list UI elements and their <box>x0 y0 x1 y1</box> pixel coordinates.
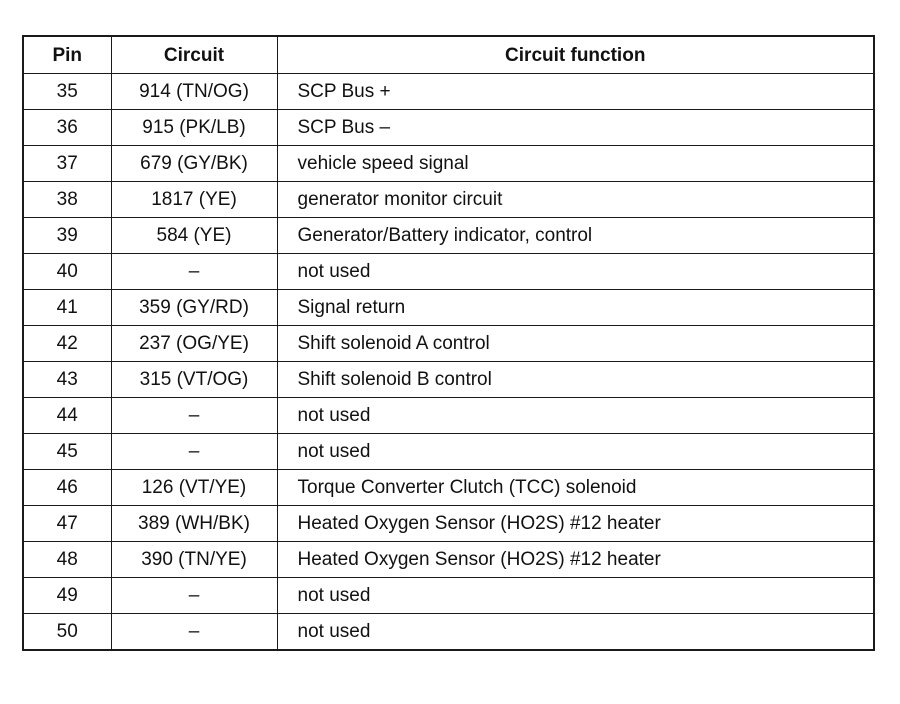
table-header <box>23 36 874 74</box>
pin-cell: 41 <box>23 290 111 326</box>
function-cell: SCP Bus + <box>277 74 874 110</box>
circuit-cell: 915 (PK/LB) <box>111 110 277 146</box>
function-cell: Heated Oxygen Sensor (HO2S) #12 heater <box>277 542 874 578</box>
table-row <box>23 434 874 470</box>
function-cell: not used <box>277 434 874 470</box>
function-cell: not used <box>277 578 874 614</box>
function-cell: vehicle speed signal <box>277 146 874 182</box>
header-pin: Pin <box>23 36 111 74</box>
pin-cell: 47 <box>23 506 111 542</box>
table-row <box>23 542 874 578</box>
circuit-cell: 679 (GY/BK) <box>111 146 277 182</box>
function-cell: Shift solenoid A control <box>277 326 874 362</box>
table-row <box>23 398 874 434</box>
table-row <box>23 290 874 326</box>
table-row <box>23 74 874 110</box>
pin-cell: 42 <box>23 326 111 362</box>
circuit-cell: 359 (GY/RD) <box>111 290 277 326</box>
table-row <box>23 146 874 182</box>
circuit-cell: 1817 (YE) <box>111 182 277 218</box>
function-cell: Shift solenoid B control <box>277 362 874 398</box>
table-row <box>23 578 874 614</box>
pin-cell: 49 <box>23 578 111 614</box>
pin-cell: 45 <box>23 434 111 470</box>
pin-cell: 35 <box>23 74 111 110</box>
table-row <box>23 362 874 398</box>
function-cell: Generator/Battery indicator, control <box>277 218 874 254</box>
table-row <box>23 614 874 651</box>
pin-cell: 43 <box>23 362 111 398</box>
pin-cell: 48 <box>23 542 111 578</box>
circuit-cell: 315 (VT/OG) <box>111 362 277 398</box>
table-row <box>23 470 874 506</box>
function-cell: Heated Oxygen Sensor (HO2S) #12 heater <box>277 506 874 542</box>
function-cell: not used <box>277 254 874 290</box>
pin-cell: 39 <box>23 218 111 254</box>
pin-cell: 40 <box>23 254 111 290</box>
pin-cell: 46 <box>23 470 111 506</box>
circuit-cell: – <box>111 434 277 470</box>
pin-cell: 50 <box>23 614 111 651</box>
table-body <box>23 74 874 651</box>
circuit-cell: 914 (TN/OG) <box>111 74 277 110</box>
circuit-cell: 389 (WH/BK) <box>111 506 277 542</box>
circuit-cell: – <box>111 398 277 434</box>
circuit-cell: – <box>111 614 277 651</box>
function-cell: SCP Bus – <box>277 110 874 146</box>
circuit-cell: 584 (YE) <box>111 218 277 254</box>
pin-cell: 37 <box>23 146 111 182</box>
pin-table <box>22 35 875 651</box>
table-row <box>23 110 874 146</box>
function-cell: generator monitor circuit <box>277 182 874 218</box>
pin-cell: 36 <box>23 110 111 146</box>
header-function: Circuit function <box>277 36 874 74</box>
circuit-cell: – <box>111 254 277 290</box>
table-row <box>23 218 874 254</box>
pin-cell: 38 <box>23 182 111 218</box>
header-row <box>23 36 874 74</box>
function-cell: Torque Converter Clutch (TCC) solenoid <box>277 470 874 506</box>
function-cell: not used <box>277 398 874 434</box>
circuit-cell: – <box>111 578 277 614</box>
header-circuit: Circuit <box>111 36 277 74</box>
circuit-cell: 390 (TN/YE) <box>111 542 277 578</box>
table-row <box>23 182 874 218</box>
function-cell: Signal return <box>277 290 874 326</box>
circuit-cell: 126 (VT/YE) <box>111 470 277 506</box>
pin-cell: 44 <box>23 398 111 434</box>
circuit-cell: 237 (OG/YE) <box>111 326 277 362</box>
table-row <box>23 326 874 362</box>
table-row <box>23 506 874 542</box>
table-row <box>23 254 874 290</box>
function-cell: not used <box>277 614 874 651</box>
